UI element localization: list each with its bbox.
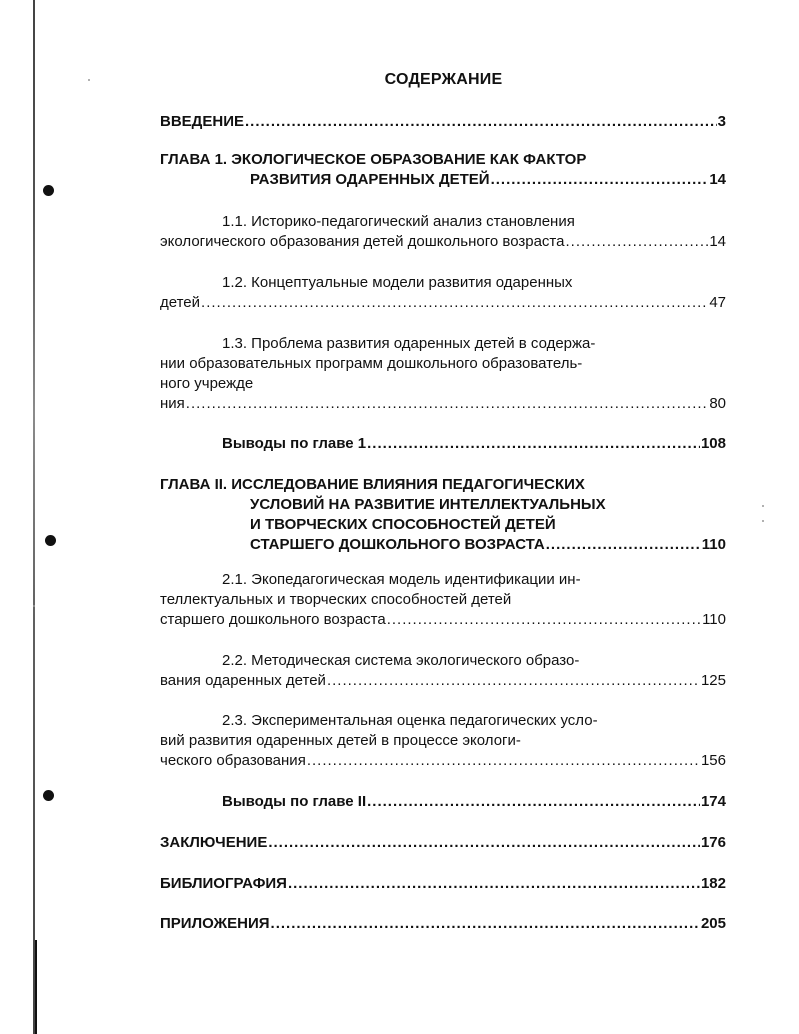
toc-entry-label: Выводы по главе 1 bbox=[222, 435, 367, 452]
punch-hole-mark bbox=[43, 185, 54, 196]
toc-entry-line: ния bbox=[160, 395, 185, 412]
scan-speck bbox=[762, 505, 764, 507]
toc-page-number: 14 bbox=[709, 233, 726, 250]
dot-leader bbox=[201, 293, 708, 313]
toc-entry-line: 2.1. Экопедагогическая модель идентификации ин- bbox=[222, 571, 581, 588]
toc-page-number: 174 bbox=[700, 793, 726, 810]
toc-entry-section-1-3 bbox=[160, 334, 726, 414]
toc-entry-label: ВВЕДЕНИЕ bbox=[160, 113, 244, 130]
dot-leader bbox=[387, 610, 701, 630]
toc-entry-line: вий развития одаренных детей в процессе экологи- bbox=[160, 732, 521, 749]
dot-leader bbox=[565, 232, 708, 252]
toc-entry-line: УСЛОВИЙ НА РАЗВИТИЕ ИНТЕЛЛЕКТУАЛЬНЫХ bbox=[250, 496, 606, 513]
toc-entry-line: вания одаренных детей bbox=[160, 672, 326, 689]
toc-entry-line: нии образовательных программ дошкольного образователь- bbox=[160, 355, 583, 372]
toc-page-number: 3 bbox=[717, 113, 726, 130]
toc-entry-section-2-2 bbox=[160, 651, 726, 691]
scan-edge-line bbox=[33, 0, 35, 1034]
toc-entry-line: ческого образования bbox=[160, 752, 306, 769]
toc-entry-line: 2.3. Экспериментальная оценка педагогических усло- bbox=[222, 712, 598, 729]
toc-entry-chapter-1-conclusions bbox=[222, 434, 726, 454]
toc-page-number: 156 bbox=[700, 752, 726, 769]
dot-leader bbox=[367, 434, 700, 454]
toc-page-number: 80 bbox=[709, 395, 726, 412]
dot-leader bbox=[307, 751, 700, 771]
toc-entry-section-1-1 bbox=[160, 212, 726, 252]
toc-page-number: 110 bbox=[701, 536, 726, 553]
toc-entry-line: 1.1. Историко-педагогический анализ становления bbox=[222, 213, 575, 230]
toc-entry-label: ПРИЛОЖЕНИЯ bbox=[160, 915, 270, 932]
toc-page-number: 14 bbox=[709, 171, 726, 188]
toc-entry-label: БИБЛИОГРАФИЯ bbox=[160, 875, 287, 892]
toc-entry-line: СТАРШЕГО ДОШКОЛЬНОГО ВОЗРАСТА bbox=[250, 536, 545, 553]
punch-hole-mark bbox=[45, 535, 56, 546]
toc-entry-line: ного учрежде bbox=[160, 375, 254, 392]
dot-leader bbox=[245, 112, 717, 132]
toc-page-number: 205 bbox=[700, 915, 726, 932]
page-title: СОДЕРЖАНИЕ bbox=[384, 71, 503, 88]
dot-leader bbox=[271, 914, 700, 934]
punch-hole-mark bbox=[43, 790, 54, 801]
toc-page-number: 176 bbox=[700, 834, 726, 851]
dot-leader bbox=[327, 671, 700, 691]
toc-entry-line: экологического образования детей дошкольного возраста bbox=[160, 233, 565, 250]
dot-leader bbox=[186, 394, 709, 414]
toc-entry-introduction bbox=[160, 112, 726, 132]
toc-page-number: 110 bbox=[702, 611, 726, 628]
toc-entry-line: детей bbox=[160, 294, 201, 311]
dot-leader bbox=[546, 535, 701, 555]
toc-entry-bibliography bbox=[160, 874, 726, 894]
dot-leader bbox=[367, 792, 700, 812]
toc-page-number: 108 bbox=[700, 435, 726, 452]
toc-entry-chapter-2-conclusions bbox=[222, 792, 726, 812]
dot-leader bbox=[268, 833, 700, 853]
toc-page-number: 47 bbox=[709, 294, 726, 311]
toc-entry-line: 1.2. Концептуальные модели развития одаренных bbox=[222, 274, 573, 291]
toc-entry-line: ГЛАВА 1. ЭКОЛОГИЧЕСКОЕ ОБРАЗОВАНИЕ КАК ФАКТОР bbox=[160, 151, 587, 168]
toc-entry-chapter-1 bbox=[160, 150, 726, 190]
dot-leader bbox=[491, 170, 709, 190]
toc-entry-line: 1.3. Проблема развития одаренных детей в содержа- bbox=[222, 335, 596, 352]
toc-entry-section-1-2 bbox=[160, 273, 726, 313]
toc-entry-line: РАЗВИТИЯ ОДАРЕННЫХ ДЕТЕЙ bbox=[250, 171, 490, 188]
toc-entry-label: Выводы по главе II bbox=[222, 793, 367, 810]
toc-entry-line: ГЛАВА II. ИССЛЕДОВАНИЕ ВЛИЯНИЯ ПЕДАГОГИЧЕСКИХ bbox=[160, 476, 585, 493]
dot-leader bbox=[288, 874, 700, 894]
toc-entry-appendices bbox=[160, 914, 726, 934]
toc-entry-line: старшего дошкольного возраста bbox=[160, 611, 386, 628]
scan-edge-line bbox=[35, 940, 37, 1034]
toc-page-number: 182 bbox=[700, 875, 726, 892]
toc-entry-section-2-3 bbox=[160, 711, 726, 771]
toc-entry-section-2-1 bbox=[160, 570, 726, 630]
toc-entry-label: ЗАКЛЮЧЕНИЕ bbox=[160, 834, 268, 851]
toc-entry-line: И ТВОРЧЕСКИХ СПОСОБНОСТЕЙ ДЕТЕЙ bbox=[250, 516, 556, 533]
scan-speck bbox=[762, 520, 764, 522]
toc-entry-line: теллектуальных и творческих способностей детей bbox=[160, 591, 512, 608]
toc-entry-line: 2.2. Методическая система экологического образо- bbox=[222, 652, 580, 669]
scan-speck bbox=[33, 605, 35, 607]
toc-page-number: 125 bbox=[700, 672, 726, 689]
toc-entry-conclusion bbox=[160, 833, 726, 853]
toc-entry-chapter-2 bbox=[160, 475, 726, 555]
